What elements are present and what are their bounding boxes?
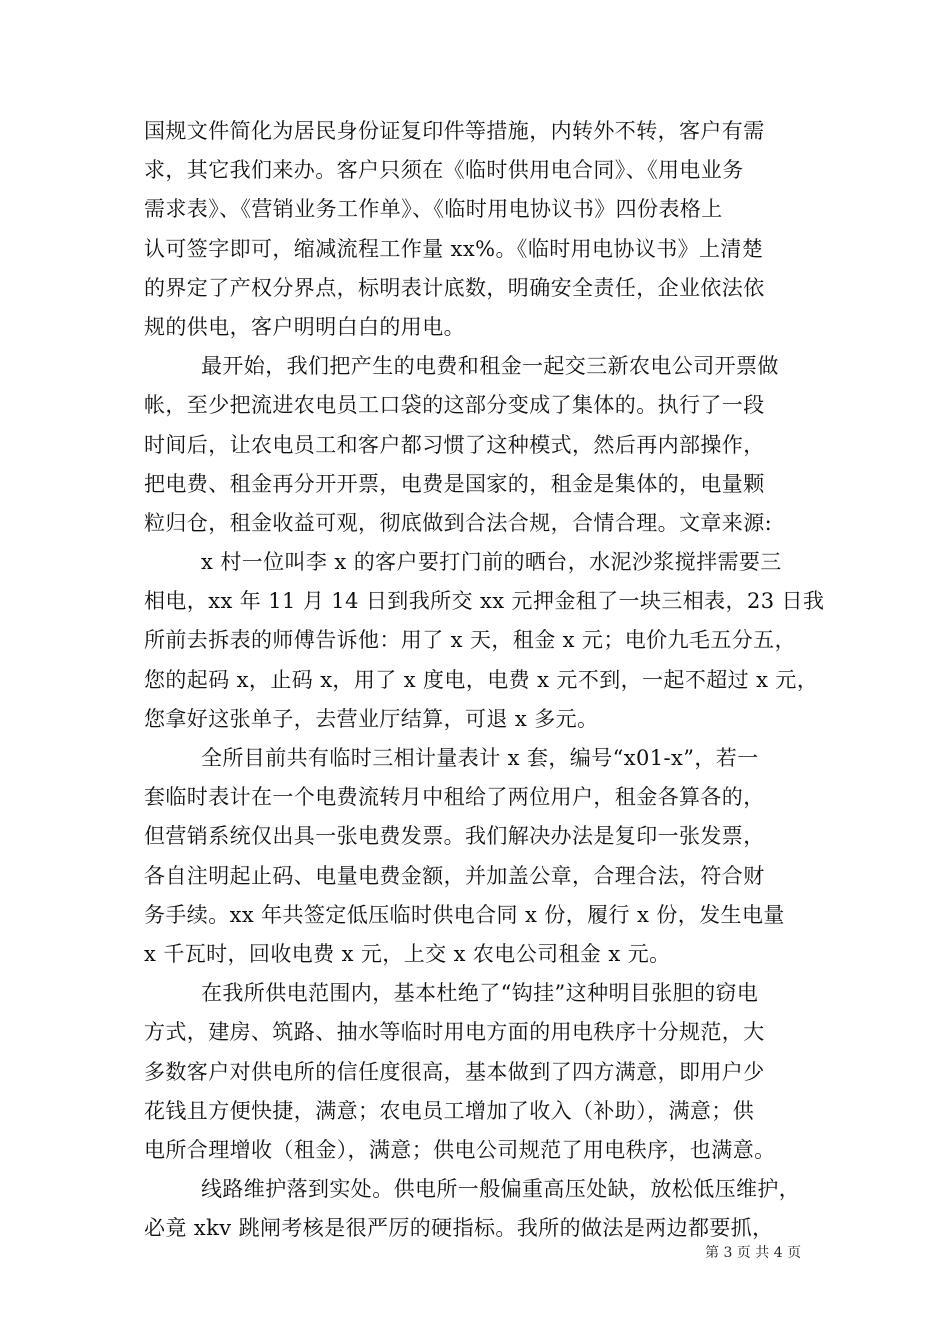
page-number-footer: 第 3 页 共 4 页 — [705, 1245, 802, 1261]
paragraph-start-line: 在我所供电范围内，基本杜绝了“钩挂”这种明目张胆的窃电 — [201, 981, 759, 1006]
paragraph-start-line: 最开始，我们把产生的电费和租金一起交三新农电公司开票做 — [201, 354, 779, 379]
text-line: 把电费、租金再分开开票，电费是国家的，租金是集体的，电量颗 — [144, 471, 765, 496]
text-line: 规的供电，客户明明白白的用电。 — [144, 314, 465, 339]
text-line: 的界定了产权分界点，标明表计底数，明确安全责任，企业依法依 — [144, 275, 765, 300]
text-line: 粒归仓，租金收益可观，彻底做到合法合规，合情合理。文章来源: — [144, 510, 773, 535]
text-line: 求，其它我们来办。客户只须在《临时供用电合同》、《用电业务 — [144, 158, 744, 183]
text-line: 您的起码 x，止码 x，用了 x 度电，电费 x 元不到，一起不超过 x 元， — [144, 667, 819, 692]
text-line: 国规文件简化为居民身份证复印件等措施，内转外不转，客户有需 — [144, 119, 765, 143]
text-line: 方式，建房、筑路、抽水等临时用电方面的用电秩序十分规范，大 — [144, 1020, 765, 1045]
paragraph-start-line: x 村一位叫李 x 的客户要打门前的晒台，水泥沙浆搅拌需要三 — [201, 550, 782, 575]
text-line: x 千瓦时，回收电费 x 元，上交 x 农电公司租金 x 元。 — [144, 941, 671, 966]
text-line: 您拿好这张单子，去营业厅结算，可退 x 多元。 — [144, 706, 599, 731]
text-line: 相电，xx 年 11 月 14 日到我所交 xx 元押金租了一块三相表，23 日我 — [144, 589, 825, 614]
paragraph-start-line: 全所目前共有临时三相计量表计 x 套，编号“x01-x”，若一 — [201, 746, 759, 770]
text-line: 各自注明起止码、电量电费金额，并加盖公章，合理合法，符合财 — [144, 863, 765, 888]
text-line: 时间后，让农电员工和客户都习惯了这种模式，然后再内部操作， — [144, 432, 765, 457]
text-line: 需求表》、《营销业务工作单》、《临时用电协议书》四份表格上 — [144, 197, 723, 222]
text-line: 必竟 xkv 跳闸考核是很严厉的硬指标。我所的做法是两边都要抓， — [144, 1216, 774, 1241]
text-line: 务手续。xx 年共签定低压临时供电合同 x 份，履行 x 份，发生电量 — [144, 902, 785, 927]
text-line: 花钱且方便快捷，满意；农电员工增加了收入（补助），满意；供 — [144, 1098, 755, 1123]
paragraph-start-line: 线路维护落到实处。供电所一般偏重高压处缺，放松低压维护， — [201, 1177, 801, 1202]
text-line: 多数客户对供电所的信任度很高，基本做到了四方满意，即用户少 — [144, 1059, 765, 1084]
document-body — [144, 112, 825, 1248]
text-line: 认可签字即可，缩减流程工作量 xx%。《临时用电协议书》上清楚 — [144, 236, 764, 261]
text-line: 帐，至少把流进农电员工口袋的这部分变成了集体的。执行了一段 — [144, 393, 765, 418]
text-line: 但营销系统仅出具一张电费发票。我们解决办法是复印一张发票， — [144, 824, 765, 849]
text-line: 所前去拆表的师傅告诉他：用了 x 天，租金 x 元；电价九毛五分五， — [144, 628, 796, 653]
text-line: 电所合理增收（租金），满意；供电公司规范了用电秩序，也满意。 — [144, 1137, 776, 1162]
text-line: 套临时表计在一个电费流转月中租给了两位用户，租金各算各的， — [144, 785, 765, 810]
